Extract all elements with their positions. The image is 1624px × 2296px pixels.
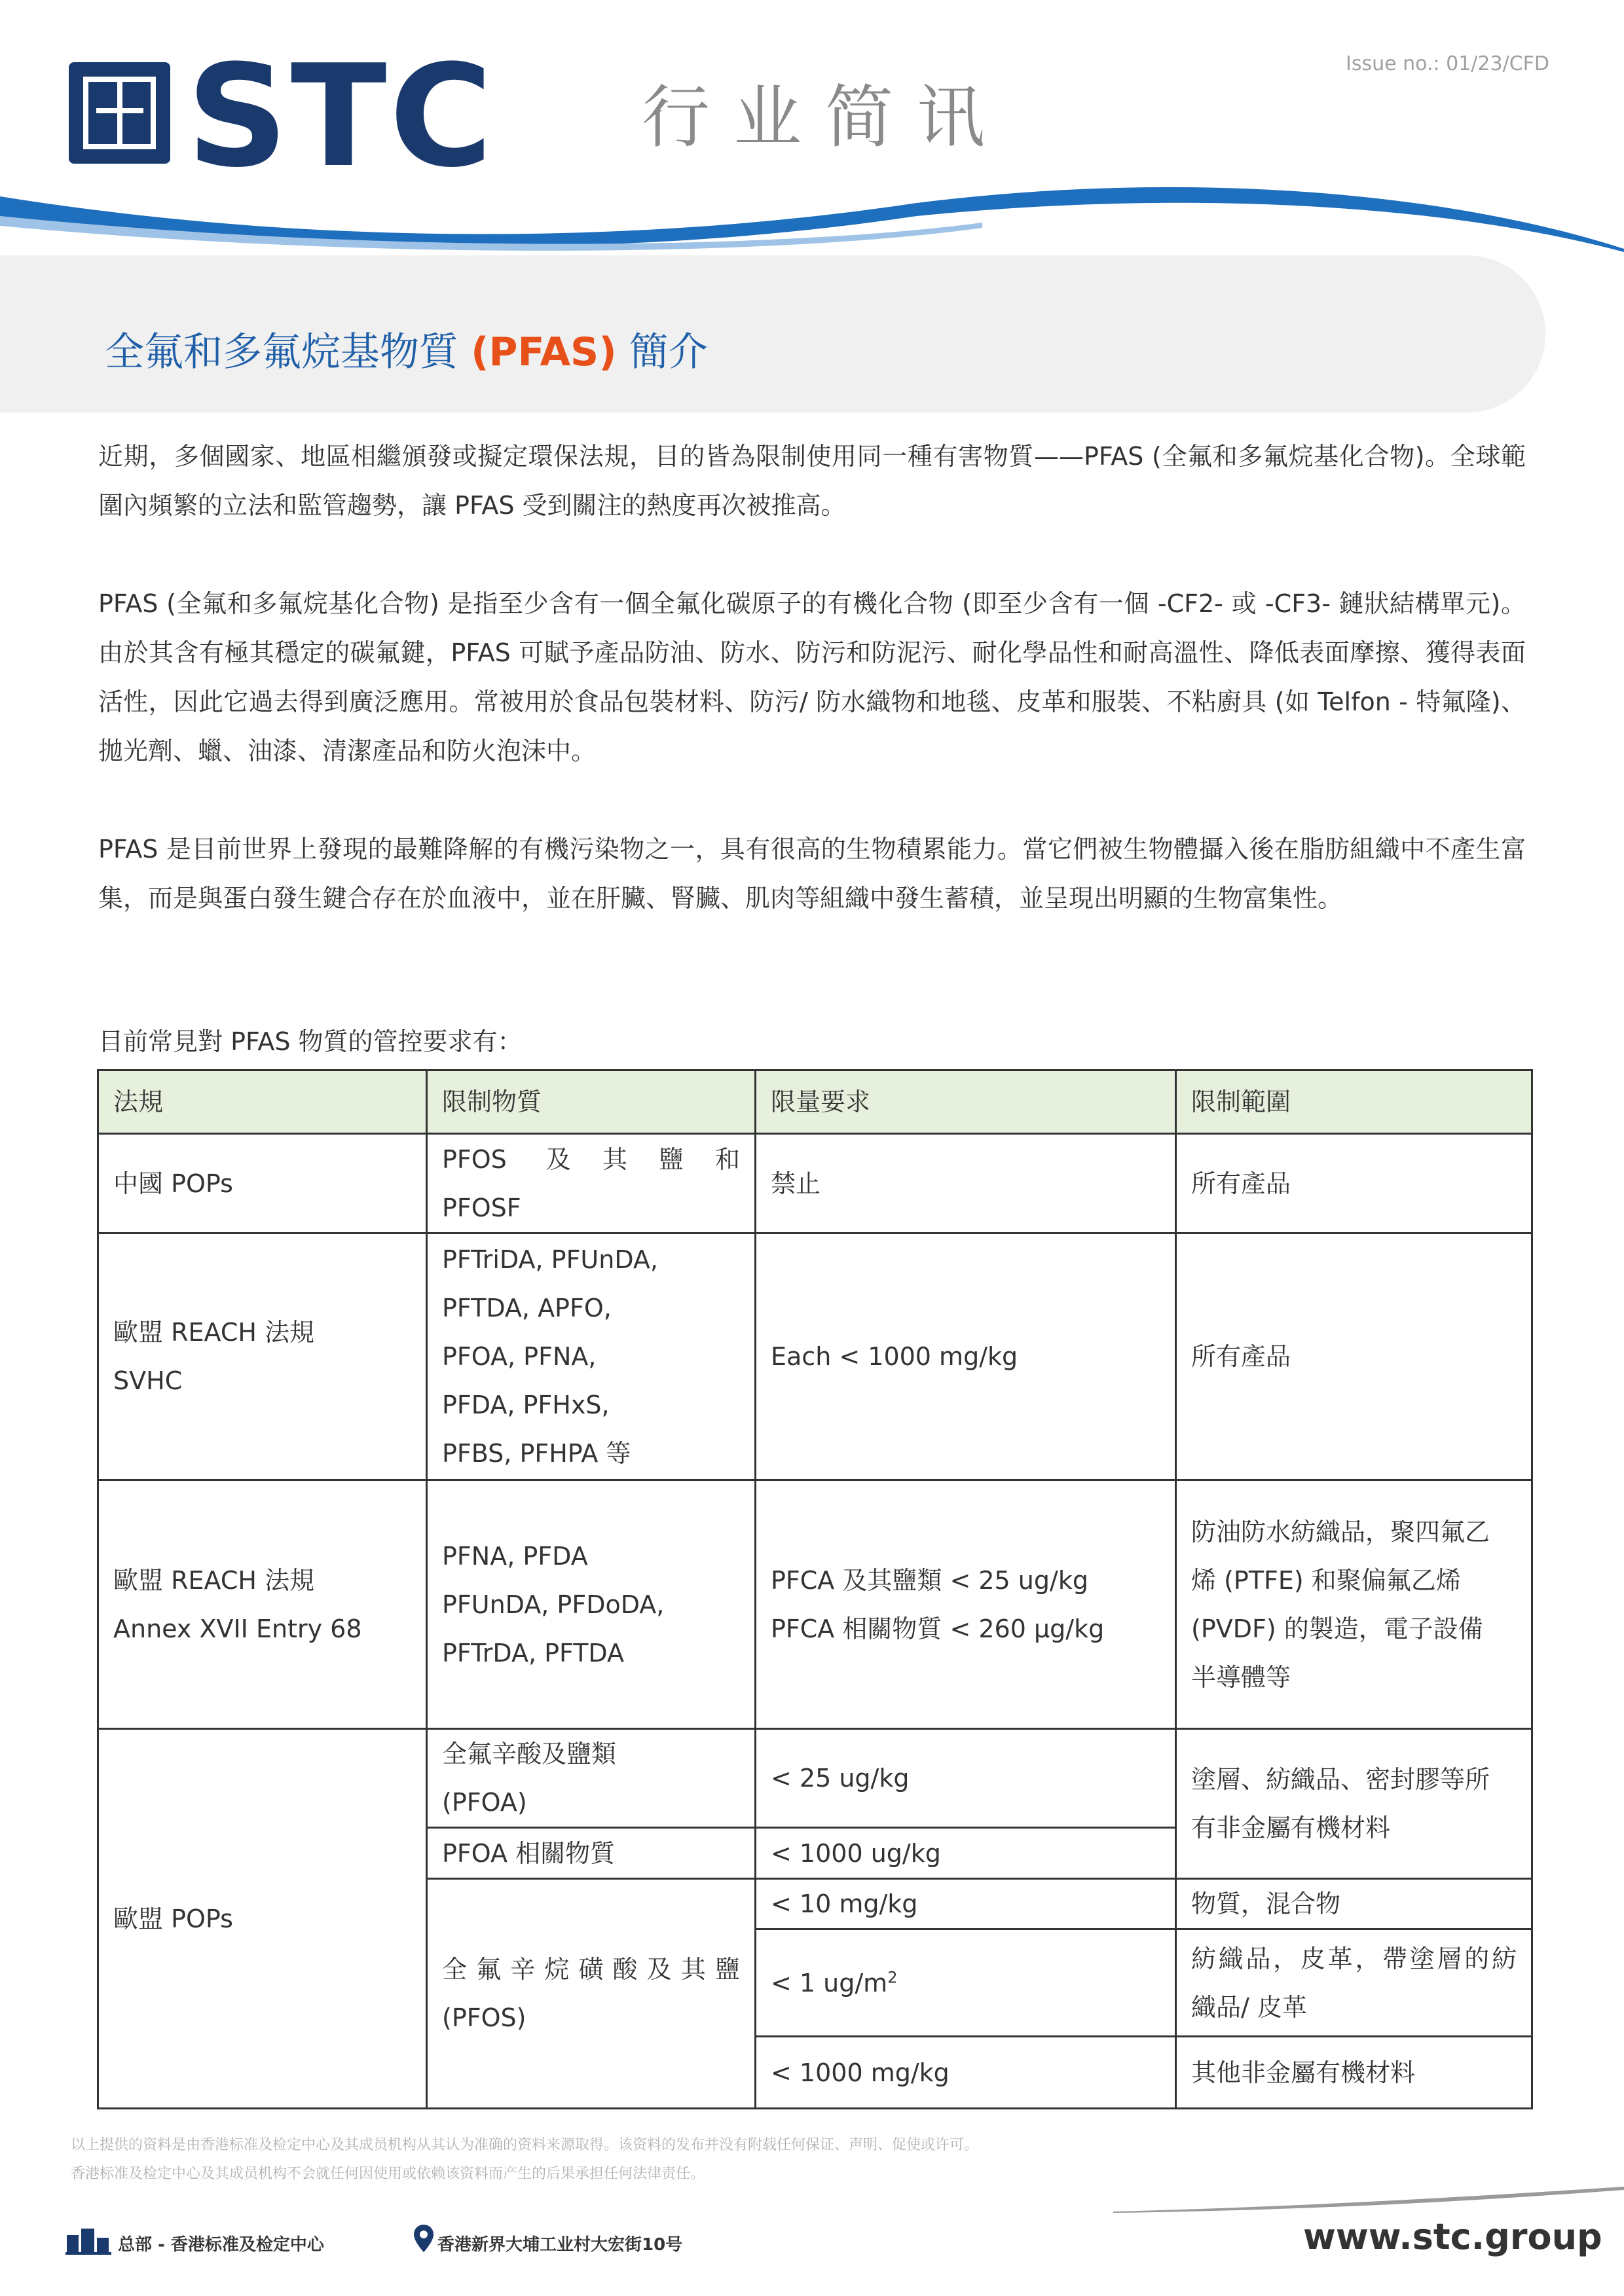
title-pfas-highlight: (PFAS) [471, 329, 617, 375]
limit-cell: 禁止 [756, 1134, 1176, 1233]
substance-line: PFDA, PFHxS, [442, 1391, 610, 1419]
table-row [98, 1480, 1532, 1729]
substance-line: (PFOA) [442, 1788, 527, 1817]
regulation-line: 歐盟 REACH 法規 [113, 1318, 315, 1347]
website-link[interactable]: www.stc.group [1303, 2216, 1602, 2257]
issue-number: Issue no.: 01/23/CFD [1346, 52, 1550, 75]
scope-line: 防油防水紡織品，聚四氟乙 [1191, 1517, 1490, 1546]
building-icon [65, 2226, 111, 2255]
regulation-line: 歐盟 REACH 法規 [113, 1565, 315, 1595]
substance-cell [427, 1879, 756, 2109]
scope-cell [1176, 1480, 1532, 1729]
limit-line: PFCA 相關物質 < 260 μg/kg [771, 1614, 1105, 1643]
newsletter-title: 行业简讯 [642, 77, 1009, 157]
substance-cell [427, 1480, 756, 1729]
persistence-paragraph: PFAS 是目前世界上發現的最難降解的有機污染物之一，具有很高的生物積累能力。當它們被生物體攝入後在脂肪組織中不產生富集，而是與蛋白發生鍵合存在於血液中，並在肝臟、腎臟、肌肉等組織中發生蓄積，並呈現出明顯的生物富集性。 [98, 835, 1526, 913]
table-intro: 目前常見對 PFAS 物質的管控要求有： [98, 1027, 523, 1056]
title-text: 全氟和多氟烷基物質 [105, 329, 458, 375]
substance-line: PFOA, PFNA, [442, 1342, 597, 1371]
limit-cell: < 1000 ug/kg [756, 1828, 1176, 1879]
regulation-line: SVHC [113, 1366, 183, 1395]
table-row [98, 1233, 1532, 1480]
disclaimer-line: 以上提供的资料是由香港标准及检定中心及其成员机构从其认为准确的资料来源取得。该资料的发布并没有附载任何保证、声明、促使或许可。 [71, 2137, 979, 2153]
header-scope: 限制範圍 [1176, 1070, 1532, 1134]
regulation-cell [98, 1233, 427, 1480]
limit-text: < 1 ug/m [771, 1968, 888, 1997]
limit-cell [756, 1480, 1176, 1729]
regulation-table [97, 1069, 1533, 2109]
substance-line: 全氟辛酸及鹽類 [442, 1740, 617, 1768]
scope-line: 有非金屬有機材料 [1191, 1813, 1391, 1842]
substance-cell [427, 1134, 756, 1233]
scope-line: 織品/ 皮革 [1191, 1992, 1307, 2022]
substance-cell [427, 1729, 756, 1828]
substance-line: (PFOS) [442, 2003, 526, 2032]
scope-cell: 其他非金屬有機材料 [1176, 2037, 1532, 2109]
definition-paragraph: PFAS (全氟和多氟烷基化合物) 是指至少含有一個全氟化碳原子的有機化合物 (即至少含有一個 -CF2- 或 -CF3- 鏈狀結構單元)。由於其含有極其穩定的碳氟鍵，PFAS 可賦予產品防油、防水、防污和防泥污、耐化學品性和耐高溫性、降低表面摩擦、獲得表面活性，因此它過去得到廣泛應用。常被用於食品包裝材料、防污/ 防水織物和地毯、皮革和服裝、不粘廚具 (如 Telfon - 特氟隆)、拋光劑、蠟、油漆、清潔產品和防火泡沫中。 [98, 589, 1526, 765]
substance-line: PFBS, PFHPA 等 [442, 1439, 631, 1468]
substance-line: PFOSF [442, 1193, 521, 1222]
scope-cell: 所有產品 [1176, 1233, 1532, 1480]
limit-cell: < 1000 mg/kg [756, 2037, 1176, 2109]
scope-cell [1176, 1929, 1532, 2037]
scope-line: 半導體等 [1191, 1662, 1291, 1692]
limit-cell: < 10 mg/kg [756, 1879, 1176, 1929]
header-swoosh-decoration [0, 177, 1624, 262]
substance-line: PFTriDA, PFUnDA, [442, 1245, 658, 1274]
substance-line: PFNA, PFDA [442, 1541, 588, 1571]
table-row [98, 1134, 1532, 1233]
scope-line: 紡織品，皮革，帶塗層的紡 [1191, 1944, 1517, 1973]
table-header-row [98, 1070, 1532, 1134]
limit-superscript: 2 [887, 1967, 898, 1986]
substance-line: 全氟辛烷磺酸及其鹽 [442, 1955, 740, 1984]
footer-swoosh-decoration [1113, 2187, 1624, 2213]
regulation-cell: 中國 POPs [98, 1134, 427, 1233]
disclaimer-line: 香港标准及检定中心及其成员机构不会就任何因使用或依赖该资料而产生的后果承担任何法律责任。 [71, 2166, 705, 2182]
document-title [105, 321, 708, 377]
substance-line: PFOS 及其鹽和 [442, 1144, 740, 1174]
header-limit: 限量要求 [756, 1070, 1176, 1134]
limit-line: PFCA 及其鹽類 < 25 ug/kg [771, 1565, 1088, 1595]
table-row [98, 1729, 1532, 1828]
scope-line: 塗層、紡織品、密封膠等所 [1191, 1765, 1490, 1794]
stc-logo-mark [69, 62, 170, 164]
regulation-line: Annex XVII Entry 68 [113, 1614, 362, 1643]
stc-logo-text: STC [187, 34, 496, 198]
substance-line: PFTrDA, PFTDA [442, 1638, 625, 1667]
intro-paragraph: 近期，多個國家、地區相繼頒發或擬定環保法規，目的皆為限制使用同一種有害物質——PFAS (全氟和多氟烷基化合物)。全球範圍內頻繁的立法和監管趨勢，讓 PFAS 受到關注的熱度再次被推高。 [98, 442, 1526, 520]
substance-line: PFTDA, APFO, [442, 1294, 612, 1322]
headquarters-label: 总部 - 香港标准及检定中心 [118, 2235, 324, 2255]
substance-line: PFUnDA, PFDoDA, [442, 1590, 665, 1619]
substance-cell: PFOA 相關物質 [427, 1828, 756, 1879]
regulation-cell: 歐盟 POPs [98, 1729, 427, 2109]
header-substance: 限制物質 [427, 1070, 756, 1134]
regulation-cell [98, 1480, 427, 1729]
limit-cell: Each < 1000 mg/kg [756, 1233, 1176, 1480]
scope-line: (PVDF) 的製造，電子設備 [1191, 1614, 1483, 1643]
address: 香港新界大埔工业村大宏街10号 [437, 2235, 683, 2255]
scope-cell: 物質，混合物 [1176, 1879, 1532, 1929]
substance-cell [427, 1233, 756, 1480]
location-pin-icon [414, 2225, 434, 2252]
disclaimer [71, 2131, 978, 2189]
scope-cell: 所有產品 [1176, 1134, 1532, 1233]
limit-cell [756, 1929, 1176, 2037]
title-suffix: 簡介 [629, 329, 708, 375]
limit-cell: < 25 ug/kg [756, 1729, 1176, 1828]
scope-line: 烯 (PTFE) 和聚偏氟乙烯 [1191, 1565, 1461, 1595]
header-regulation: 法規 [98, 1070, 427, 1134]
scope-cell [1176, 1729, 1532, 1879]
